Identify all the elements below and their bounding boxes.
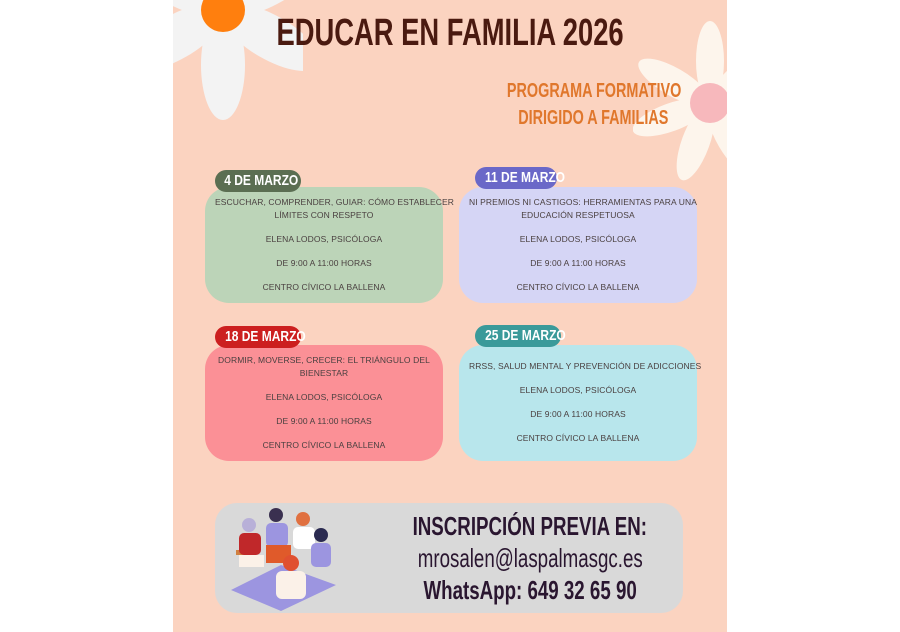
registration-heading-text: INSCRIPCIÓN PREVIA EN: <box>412 511 648 541</box>
session-date: 11 DE MARZO <box>485 169 566 186</box>
session-speaker: ELENA LODOS, PSICÓLOGA <box>265 234 383 244</box>
subtitle-text: DIRIGIDO A FAMILIAS <box>517 107 669 129</box>
session-place: CENTRO CÍVICO LA BALLENA <box>262 282 386 292</box>
session-place: CENTRO CÍVICO LA BALLENA <box>516 282 640 292</box>
session-card <box>205 345 443 461</box>
session-date: 25 DE MARZO <box>485 327 566 344</box>
subtitle-line <box>473 79 713 103</box>
session-topic: ESCUCHAR, COMPRENDER, GUIAR: CÓMO ESTABLECER <box>215 197 454 207</box>
session-topic: BIENESTAR <box>299 368 349 378</box>
session-date: 4 DE MARZO <box>224 172 299 189</box>
session-topic: EDUCACIÓN RESPETUOSA <box>521 210 635 220</box>
session-date-badge <box>215 326 306 348</box>
session-place: CENTRO CÍVICO LA BALLENA <box>262 440 386 450</box>
title-text: EDUCAR EN FAMILIA 2026 <box>276 12 624 54</box>
registration-heading <box>365 511 695 541</box>
session-date-badge <box>215 170 301 192</box>
subtitle-line <box>473 106 713 130</box>
registration-whatsapp[interactable] <box>365 575 695 605</box>
registration-email[interactable] <box>365 543 695 573</box>
session-topic: RRSS, SALUD MENTAL Y PREVENCIÓN DE ADICCIONES <box>469 361 702 371</box>
whatsapp-link[interactable]: WhatsApp: 649 32 65 90 <box>423 575 637 605</box>
session-topic: LÍMITES CON RESPETO <box>274 210 374 220</box>
family-group-illustration <box>221 505 341 613</box>
email-link[interactable]: mrosalen@laspalmasgc.es <box>417 543 643 573</box>
session-date-badge <box>475 167 566 189</box>
registration-box <box>215 503 683 613</box>
session-speaker: ELENA LODOS, PSICÓLOGA <box>519 234 637 244</box>
session-speaker: ELENA LODOS, PSICÓLOGA <box>519 385 637 395</box>
session-time: DE 9:00 A 11:00 HORAS <box>276 258 372 268</box>
poster <box>173 0 727 632</box>
session-time: DE 9:00 A 11:00 HORAS <box>530 409 626 419</box>
session-date: 18 DE MARZO <box>225 328 306 345</box>
session-time: DE 9:00 A 11:00 HORAS <box>276 416 372 426</box>
page-title <box>173 12 727 54</box>
subtitle-text: PROGRAMA FORMATIVO <box>506 80 682 102</box>
session-topic: DORMIR, MOVERSE, CRECER: EL TRIÁNGULO DEL <box>218 355 430 365</box>
session-place: CENTRO CÍVICO LA BALLENA <box>516 433 640 443</box>
session-speaker: ELENA LODOS, PSICÓLOGA <box>265 392 383 402</box>
session-card <box>205 187 454 303</box>
session-card <box>459 187 697 303</box>
session-topic: NI PREMIOS NI CASTIGOS: HERRAMIENTAS PARA UNA <box>469 197 698 207</box>
session-time: DE 9:00 A 11:00 HORAS <box>530 258 626 268</box>
session-card <box>459 345 702 461</box>
session-date-badge <box>475 325 566 347</box>
